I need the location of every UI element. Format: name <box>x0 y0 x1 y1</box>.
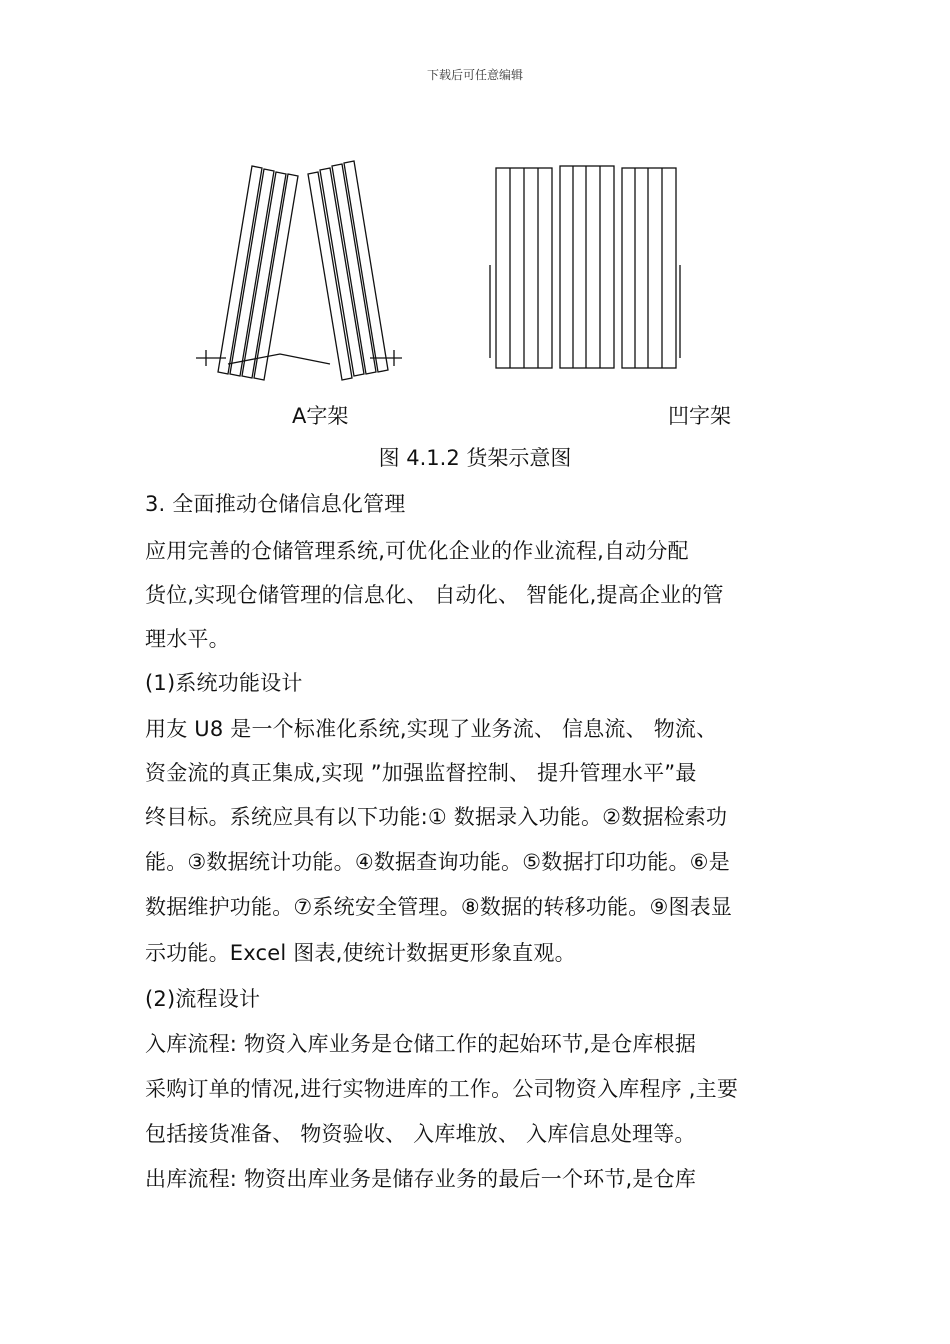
figure-caption: 图 4.1.2 货架示意图 <box>378 446 572 470</box>
a-frame-label: A字架 <box>292 404 349 428</box>
paragraph-line: 出库流程: 物资出库业务是储存业务的最后一个环节,是仓库 <box>145 1167 697 1191</box>
paragraph-line: 能。③数据统计功能。④数据查询功能。⑤数据打印功能。⑥是 <box>145 850 730 874</box>
section-heading: 3. 全面推动仓储信息化管理 <box>145 492 406 516</box>
paragraph-line: 货位,实现仓储管理的信息化、 自动化、 智能化,提高企业的管 <box>145 583 724 607</box>
a-frame-board <box>218 166 262 374</box>
paragraph-line: 应用完善的仓储管理系统,可优化企业的作业流程,自动分配 <box>145 539 689 563</box>
concave-frame-label: 凹字架 <box>668 404 731 428</box>
paragraph-line: 示功能。Excel 图表,使统计数据更形象直观。 <box>145 941 576 965</box>
subsection-heading: (2)流程设计 <box>145 987 261 1011</box>
shelf-diagram <box>180 150 760 428</box>
shelf-diagram-svg <box>180 150 760 400</box>
paragraph-line: 终目标。系统应具有以下功能:① 数据录入功能。②数据检索功 <box>145 805 728 829</box>
paragraph-line: 采购订单的情况,进行实物进库的工作。公司物资入库程序 ,主要 <box>145 1077 739 1101</box>
paragraph-line: 数据维护功能。⑦系统安全管理。⑧数据的转移功能。⑨图表显 <box>145 895 733 919</box>
paragraph-line: 入库流程: 物资入库业务是仓储工作的起始环节,是仓库根据 <box>145 1032 697 1056</box>
paragraph-line: 用友 U8 是一个标准化系统,实现了业务流、 信息流、 物流、 <box>145 717 718 741</box>
paragraph-line: 理水平。 <box>145 627 230 651</box>
subsection-heading: (1)系统功能设计 <box>145 671 303 695</box>
paragraph-line: 包括接货准备、 物资验收、 入库堆放、 入库信息处理等。 <box>145 1122 696 1146</box>
page-header: 下载后可任意编辑 <box>426 68 523 82</box>
paragraph-line: 资金流的真正集成,实现 ”加强监督控制、 提升管理水平”最 <box>145 761 697 785</box>
